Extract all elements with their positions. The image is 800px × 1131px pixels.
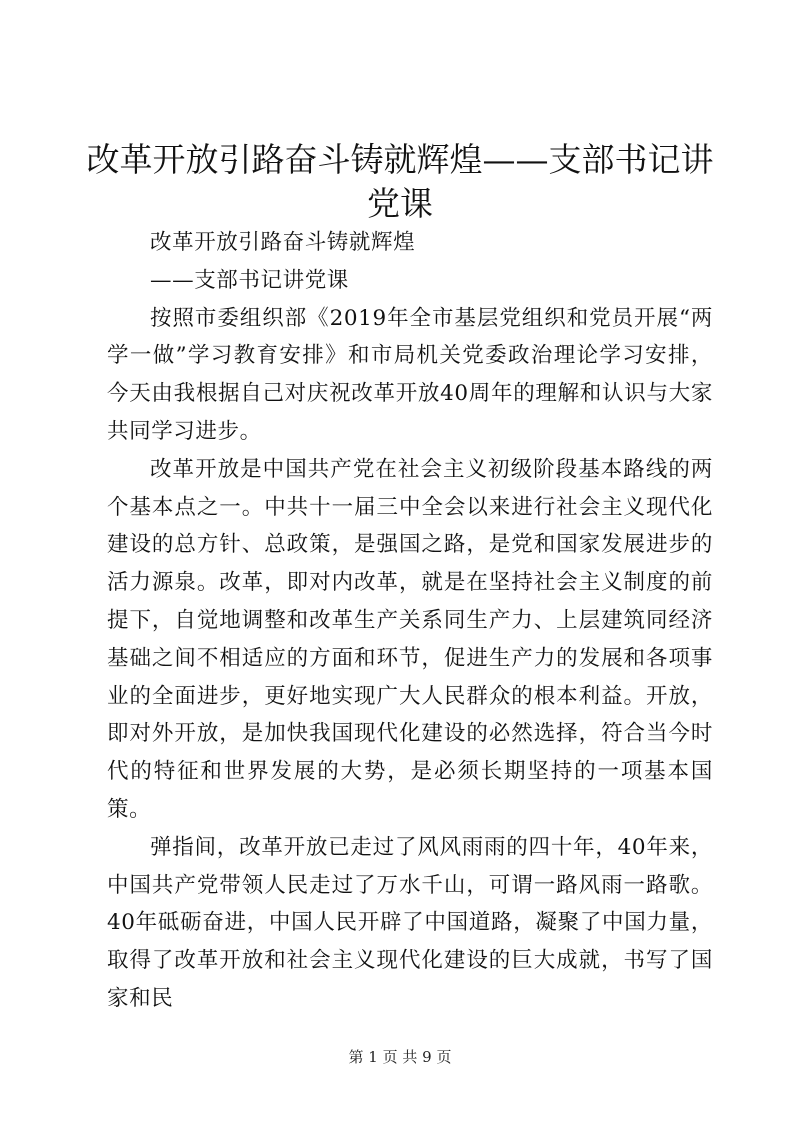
- document-title: 改革开放引路奋斗铸就辉煌——支部书记讲党课: [86, 140, 714, 223]
- body-paragraph: 弹指间，改革开放已走过了风风雨雨的四十年，40年来，中国共产党带领人民走过了万水千山，可谓一路风雨一路歌。40年砥砺奋进，中国人民开辟了中国道路，凝聚了中国力量，取得了改革开放和社会主义现代化建设的巨大成就，书写了国家和民: [107, 834, 713, 1011]
- document-body: [107, 224, 713, 1018]
- subtitle-line-2: ——支部书记讲党课: [150, 267, 349, 293]
- page-footer: 第 1 页 共 9 页: [348, 1048, 452, 1066]
- body-paragraph: 改革开放是中国共产党在社会主义初级阶段基本路线的两个基本点之一。中共十一届三中全会以来进行社会主义现代化建设的总方针、总政策，是强国之路，是党和国家发展进步的活力源泉。改革，即对内改革，就是在坚持社会主义制度的前提下，自觉地调整和改革生产关系同生产力、上层建筑同经济基础之间不相适应的方面和环节，促进生产力的发展和各项事业的全面进步，更好地实现广大人民群众的根本利益。开放，即对外开放，是加快我国现代化建设的必然选择，符合当今时代的特征和世界发展的大势，是必须长期坚持的一项基本国策。: [107, 456, 713, 822]
- subtitle-line-1: 改革开放引路奋斗铸就辉煌: [150, 230, 416, 255]
- body-paragraph: 按照市委组织部《2019年全市基层党组织和党员开展“两学一做”学习教育安排》和市局机关党委政治理论学习安排，今天由我根据自己对庆祝改革开放40周年的理解和认识与大家共同学习进步。: [107, 305, 713, 444]
